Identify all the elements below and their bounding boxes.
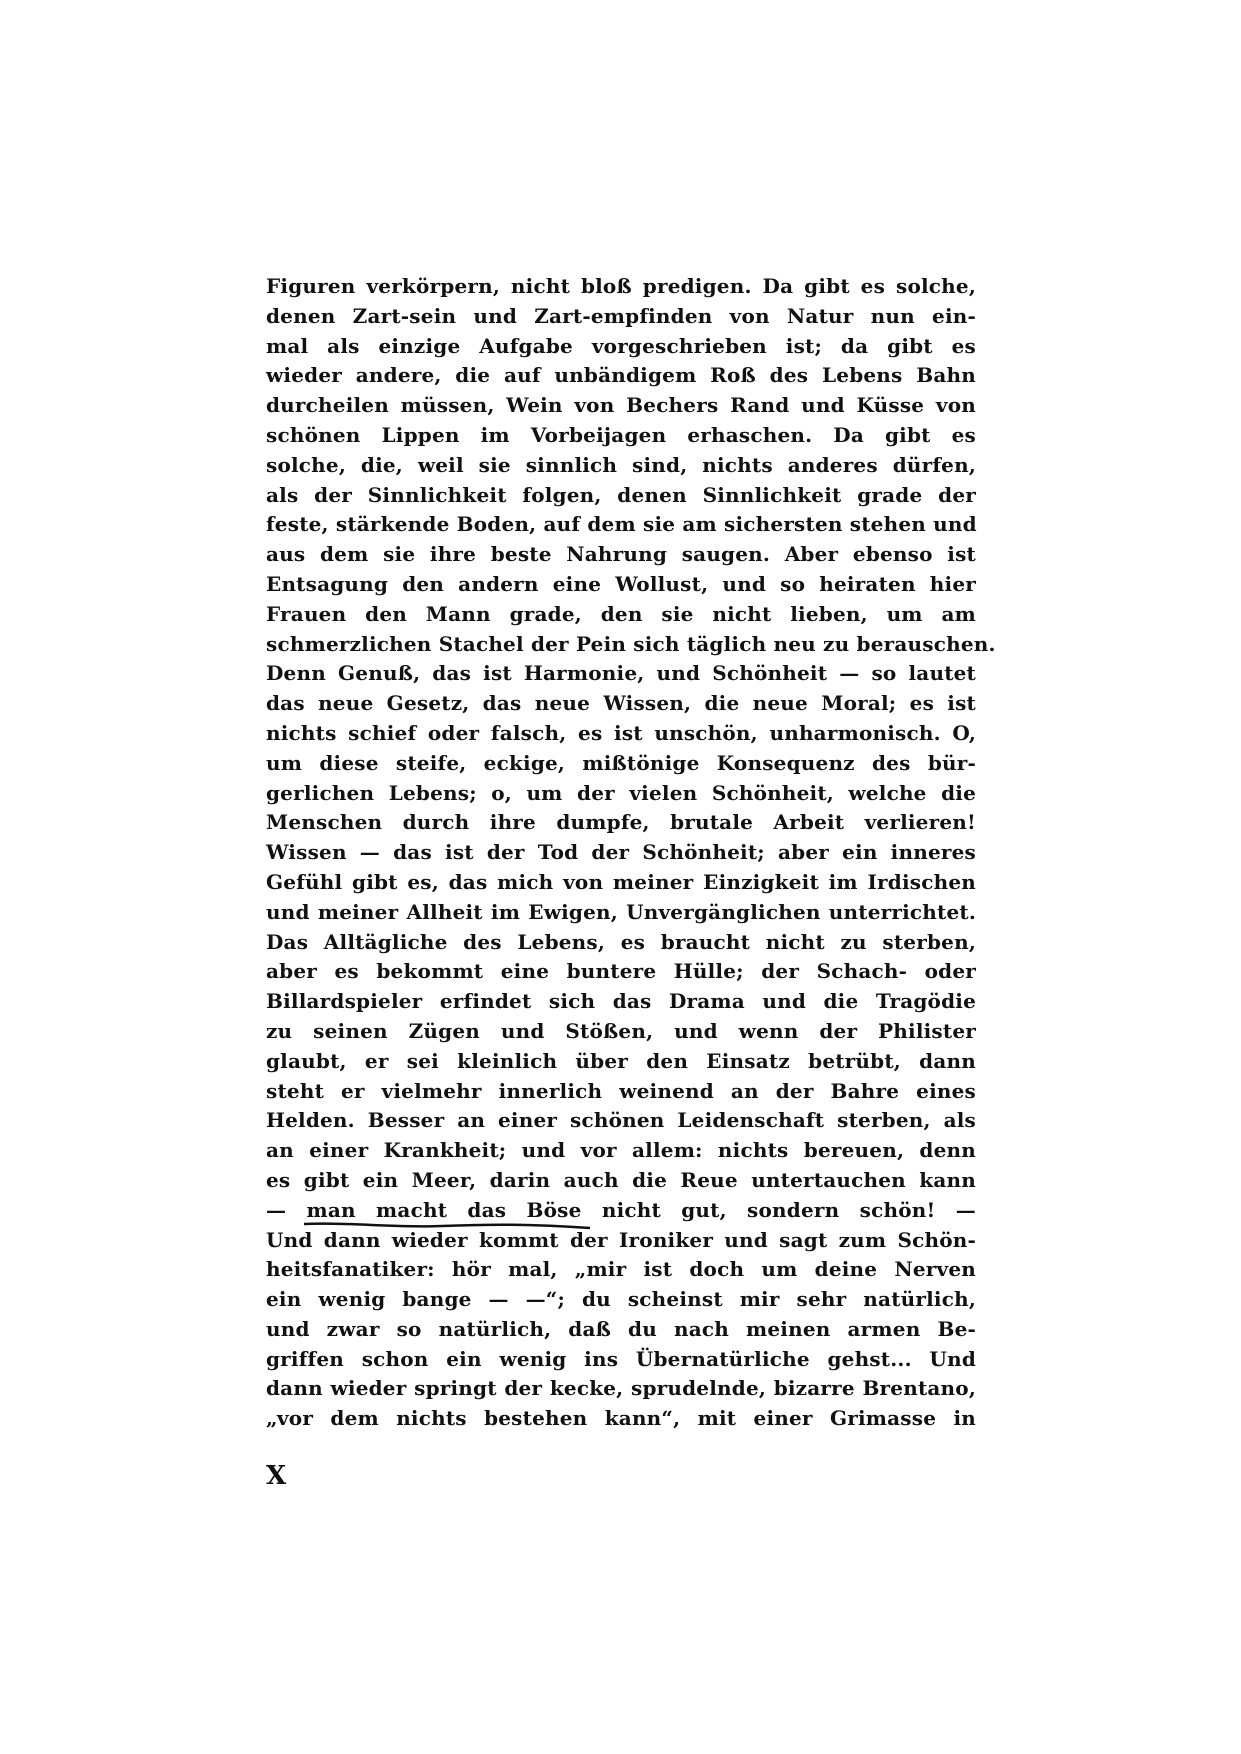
text-line: feste, stärkende Boden, auf dem sie am sichersten stehen und <box>266 512 977 537</box>
text-line: Helden. Besser an einer schönen Leidenschaft sterben, als <box>266 1108 976 1133</box>
text-line: steht er vielmehr innerlich weinend an der Bahre eines <box>266 1078 976 1103</box>
text-line: und meiner Allheit im Ewigen, Unvergänglichen unterrichtet. <box>266 899 976 924</box>
text-line: mal als einzige Aufgabe vorgeschrieben ist; da gibt es <box>266 333 976 358</box>
text-line: — man macht das Böse nicht gut, sondern schön! — <box>266 1197 976 1222</box>
text-line: Entsagung den andern eine Wollust, und so heiraten hier <box>266 571 976 596</box>
text-line: durcheilen müssen, Wein von Bechers Rand und Küsse von <box>266 393 976 418</box>
text-line: Denn Genuß, das ist Harmonie, und Schönheit — so lautet <box>266 661 976 686</box>
text-line: dann wieder springt der kecke, sprudelnde, bizarre Brentano, <box>266 1376 976 1401</box>
text-line: nichts schief oder falsch, es ist unschön, unharmonisch. O, <box>266 720 976 745</box>
text-line: „vor dem nichts bestehen kann“, mit einer Grimasse in <box>266 1406 976 1431</box>
text-line: an einer Krankheit; und vor allem: nichts bereuen, denn <box>266 1138 976 1163</box>
text-line: aus dem sie ihre beste Nahrung saugen. Aber ebenso ist <box>266 542 976 567</box>
text-line: schönen Lippen im Vorbeijagen erhaschen. Da gibt es <box>266 422 976 447</box>
text-line: glaubt, er sei kleinlich über den Einsatz betrübt, dann <box>266 1048 976 1073</box>
text-line: als der Sinnlichkeit folgen, denen Sinnlichkeit grade der <box>266 482 976 507</box>
text-line: Figuren verkörpern, nicht bloß predigen. Da gibt es solche, <box>266 274 976 298</box>
body-text <box>266 272 996 1434</box>
text-line: ein wenig bange — —“; du scheinst mir sehr natürlich, <box>266 1287 976 1312</box>
text-line: Gefühl gibt es, das mich von meiner Einzigkeit im Irdischen <box>266 869 976 894</box>
text-line: solche, die, weil sie sinnlich sind, nichts anderes dürfen, <box>266 452 976 477</box>
text-line: denen Zart-sein und Zart-empfinden von Natur nun ein- <box>266 303 976 328</box>
text-line: gerlichen Lebens; o, um der vielen Schönheit, welche die <box>266 780 976 805</box>
text-line-struck: aber es bekommt eine buntere Hülle; der Schach- oder <box>266 959 976 984</box>
text-line: es gibt ein Meer, darin auch die Reue untertauchen kann <box>266 1167 976 1192</box>
text-line: Wissen — das ist der Tod der Schönheit; aber ein inneres <box>266 840 976 865</box>
handwritten-strikethrough <box>302 1221 592 1231</box>
text-line: Frauen den Mann grade, den sie nicht lieben, um am <box>266 601 976 626</box>
text-line: griffen schon ein wenig ins Übernatürliche gehst... Und <box>266 1346 976 1371</box>
text-line: und zwar so natürlich, daß du nach meinen armen Be- <box>266 1316 976 1341</box>
text-line: Billardspieler erfindet sich das Drama und die Tragödie <box>266 989 976 1014</box>
text-line: Das Alltägliche des Lebens, es braucht nicht zu sterben, <box>266 929 976 954</box>
text-line: Menschen durch ihre dumpfe, brutale Arbeit verlieren! <box>266 810 976 835</box>
text-line: wieder andere, die auf unbändigem Roß des Lebens Bahn <box>266 363 976 388</box>
text-line: heitsfanatiker: hör mal, „mir ist doch um deine Nerven <box>266 1257 976 1282</box>
text-line: Und dann wieder kommt der Ironiker und sagt zum Schön- <box>266 1227 976 1252</box>
page-number: X <box>266 1461 287 1491</box>
text-line: um diese steife, eckige, mißtönige Konsequenz des bür- <box>266 750 976 775</box>
text-line: das neue Gesetz, das neue Wissen, die neue Moral; es ist <box>266 691 976 716</box>
text-line: zu seinen Zügen und Stößen, und wenn der Philister <box>266 1018 976 1043</box>
text-line: schmerzlichen Stachel der Pein sich täglich neu zu berauschen. <box>266 631 996 656</box>
